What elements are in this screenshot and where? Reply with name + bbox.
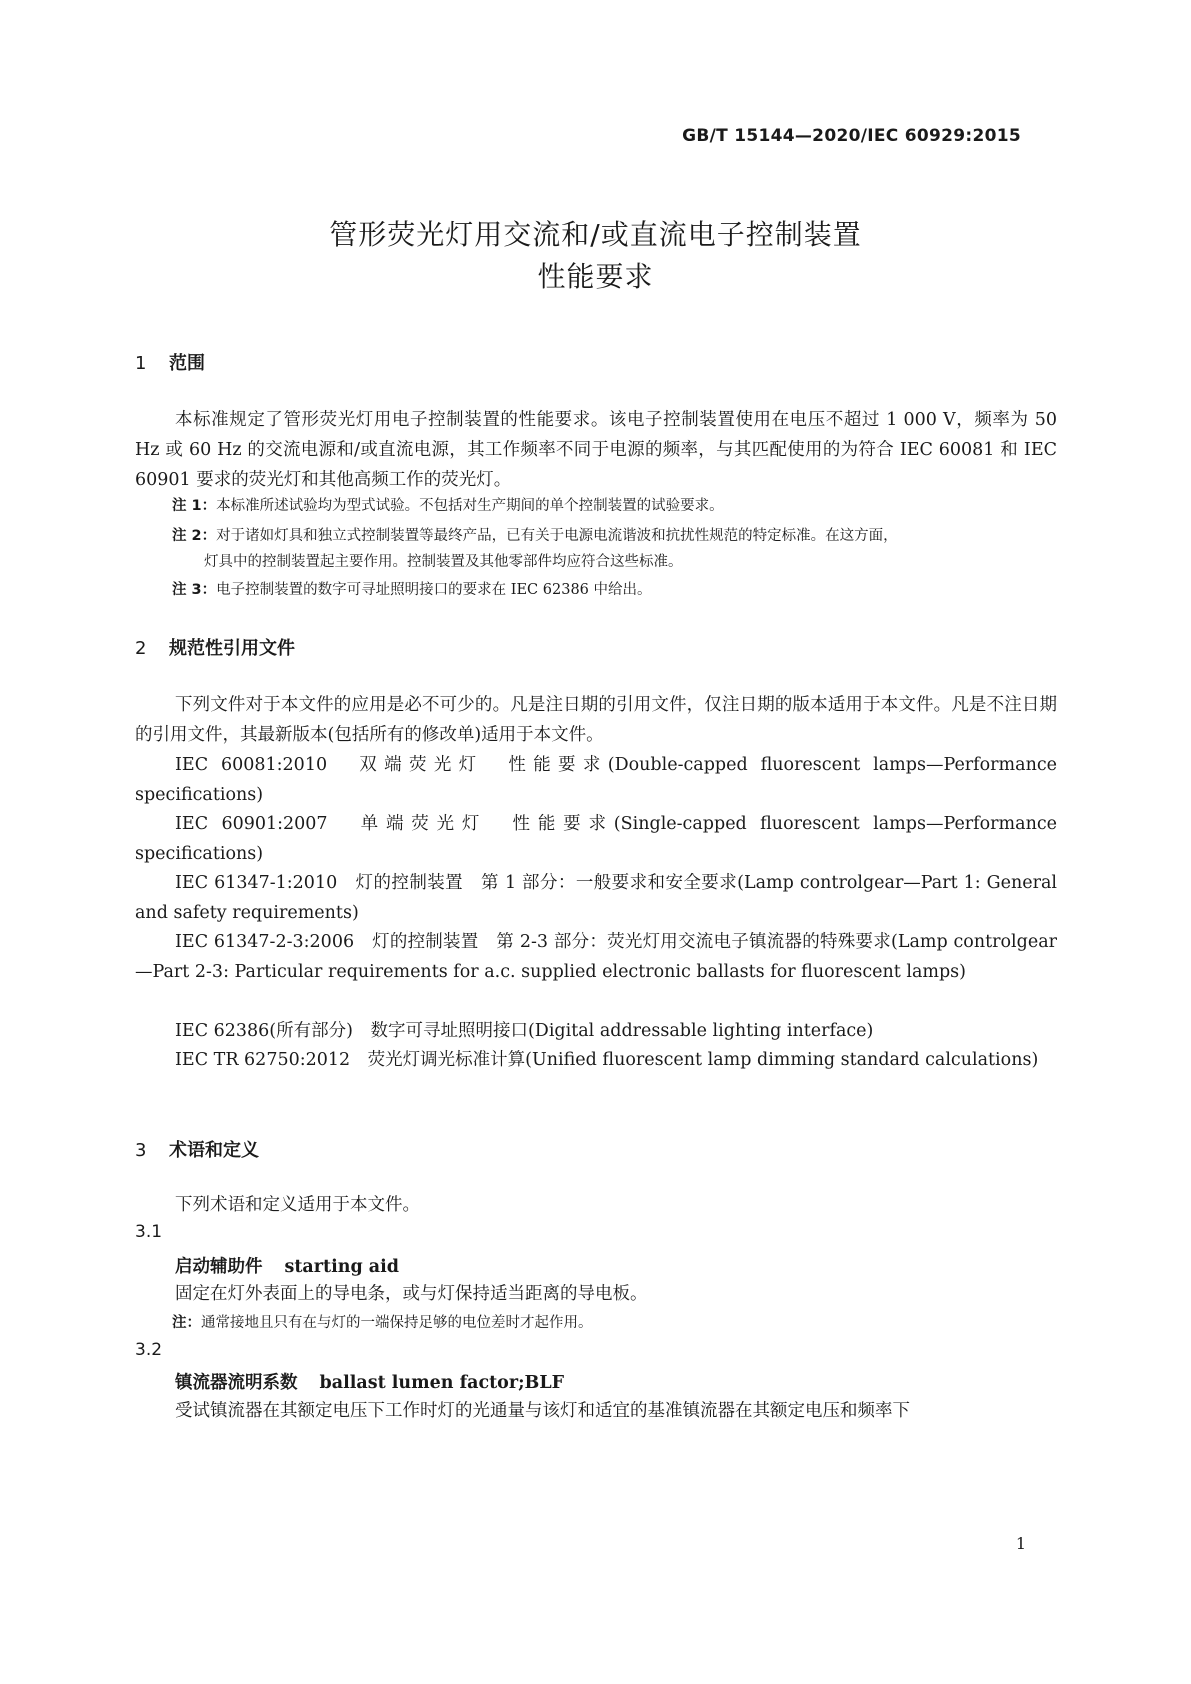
standard-number: GB/T 15144—2020/IEC 60929:2015 bbox=[682, 126, 1021, 146]
reference-iec-60081: IEC 60081:2010 双端荧光灯 性能要求(Double-capped fluorescent lamps—Performance specifications) bbox=[135, 755, 1057, 805]
document-title-line-1: 管形荧光灯用交流和/或直流电子控制装置 bbox=[329, 218, 862, 251]
note-3 bbox=[172, 577, 1057, 603]
section-1-title: 范围 bbox=[169, 353, 205, 374]
section-2-number: 2 bbox=[135, 638, 147, 659]
clause-3-1-number: 3.1 bbox=[135, 1222, 163, 1242]
terms-intro: 下列术语和定义适用于本文件。 bbox=[175, 1195, 420, 1215]
section-3-heading bbox=[135, 1136, 259, 1162]
term-3-2-en: ballast lumen factor;BLF bbox=[319, 1373, 565, 1393]
term-3-1 bbox=[175, 1253, 399, 1278]
note-1-text: 本标准所述试验均为型式试验。不包括对生产期间的单个控制装置的试验要求。 bbox=[216, 498, 724, 514]
term-3-1-note-label: 注： bbox=[172, 1315, 201, 1331]
note-2-continuation: 灯具中的控制装置起主要作用。控制装置及其他零部件均应符合这些标准。 bbox=[204, 554, 683, 570]
term-3-2 bbox=[175, 1369, 564, 1394]
note-2-text: 对于诸如灯具和独立式控制装置等最终产品，已有关于电源电流谐波和抗扰性规范的特定标准。在这方面， bbox=[216, 528, 898, 544]
reference-iec-60901: IEC 60901:2007 单端荧光灯 性能要求(Single-capped fluorescent lamps—Performance specifications) bbox=[135, 814, 1057, 864]
reference-iec-tr-62750: IEC TR 62750:2012 荧光灯调光标准计算(Unified fluorescent lamp dimming standard calculations) bbox=[175, 1050, 1039, 1070]
term-3-1-note-text: 通常接地且只有在与灯的一端保持足够的电位差时才起作用。 bbox=[201, 1315, 593, 1331]
note-1-label: 注 1： bbox=[172, 498, 217, 514]
page-number: 1 bbox=[1015, 1534, 1026, 1553]
term-3-1-en: starting aid bbox=[284, 1257, 400, 1277]
term-3-1-definition: 固定在灯外表面上的导电条，或与灯保持适当距离的导电板。 bbox=[175, 1284, 648, 1304]
note-3-text: 电子控制装置的数字可寻址照明接口的要求在 IEC 62386 中给出。 bbox=[216, 582, 652, 598]
reference-iec-62386: IEC 62386(所有部分) 数字可寻址照明接口(Digital addressable lighting interface) bbox=[175, 1021, 874, 1041]
term-3-2-definition: 受试镇流器在其额定电压下工作时灯的光通量与该灯和适宜的基准镇流器在其额定电压和频率下 bbox=[175, 1401, 910, 1421]
clause-3-2-number: 3.2 bbox=[135, 1340, 163, 1360]
term-3-1-note bbox=[172, 1310, 1057, 1336]
reference-iec-61347-2-3: IEC 61347-2-3:2006 灯的控制装置 第 2-3 部分：荧光灯用交流电子镇流器的特殊要求(Lamp controlgear—Part 2-3: Particular requirements for a.c. supplied electronic ballasts for fluorescent lamps) bbox=[135, 932, 1057, 982]
note-1 bbox=[172, 493, 1057, 519]
section-1-number: 1 bbox=[135, 353, 147, 374]
note-2 bbox=[172, 523, 1057, 575]
term-3-2-zh: 镇流器流明系数 bbox=[175, 1373, 298, 1393]
section-2-title: 规范性引用文件 bbox=[169, 638, 295, 659]
section-3-number: 3 bbox=[135, 1140, 147, 1161]
section-3-title: 术语和定义 bbox=[169, 1140, 259, 1161]
document-title-line-2: 性能要求 bbox=[537, 260, 654, 293]
section-1-heading bbox=[135, 349, 205, 375]
note-2-label: 注 2： bbox=[172, 528, 217, 544]
scope-paragraph: 本标准规定了管形荧光灯用电子控制装置的性能要求。该电子控制装置使用在电压不超过 1 000 V，频率为 50 Hz 或 60 Hz 的交流电源和/或直流电源，其工作频率不同于电源的频率，与其匹配使用的为符合 IEC 60081 和 IEC 60901 要求的荧光灯和其他高频工作的荧光灯。 bbox=[135, 410, 1057, 490]
reference-iec-61347-1: IEC 61347-1:2010 灯的控制装置 第 1 部分：一般要求和安全要求(Lamp controlgear—Part 1: General and safety requirements) bbox=[135, 873, 1057, 923]
normative-references-intro: 下列文件对于本文件的应用是必不可少的。凡是注日期的引用文件，仅注日期的版本适用于本文件。凡是不注日期的引用文件，其最新版本(包括所有的修改单)适用于本文件。 bbox=[135, 695, 1057, 745]
note-3-label: 注 3： bbox=[172, 582, 217, 598]
section-2-heading bbox=[135, 634, 295, 660]
term-3-1-zh: 启动辅助件 bbox=[175, 1257, 263, 1277]
